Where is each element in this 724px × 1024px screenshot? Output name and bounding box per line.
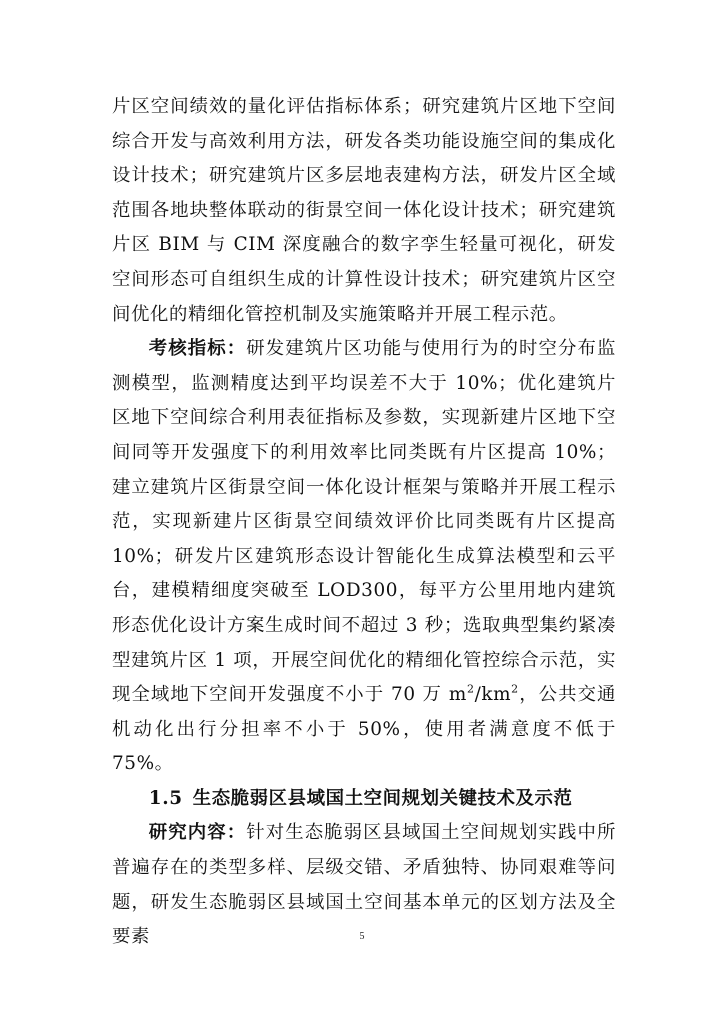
assessment-indicators-label: 考核指标： [148,338,247,360]
page-number: 5 [359,931,365,942]
paragraph-continuation [112,90,616,332]
superscript: 2 [511,682,519,696]
superscript: 2 [466,682,475,696]
section-number: 1.5 [148,787,183,809]
paragraph-text: 片区空间绩效的量化评估指标体系；研究建筑片区地下空间综合开发与高效利用方法，研发各类功能设施空间的集成化设计技术；研究建筑片区多层地表建构方法，研发片区全域范围各地块整体联动的街景空间一体化设计技术；研究建筑片区 BIM 与 CIM 深度融合的数字孪生轻量可视化，研发空间形态可自组织生成的计算性设计技术；研究建筑片区空间优化的精细化管控机制及实施策略并开展工程示范。 [112,96,616,325]
paragraph-text: 研发建筑片区功能与使用行为的时空分布监测模型，监测精度达到平均误差不大于 10%；优化建筑片区地下空间综合利用表征指标及参数，实现新建片区地下空间同等开发强度下的利用效率比同类既有片区提高 10%；建立建筑片区街景空间一体化设计框架与策略并开展工程示范，实现新建片区街景空间绩效评价比同类既有片区提高 10%；研发片区建筑形态设计智能化生成算法模型和云平台，建模精细度突破至 LOD300，每平方公里用地内建筑形态优化设计方案生成时间不超过 3 秒；选取典型集约紧凑型建筑片区 1 项，开展空间优化的精细化管控综合示范，实现全域地下空间开发强度不小于 70 万 m [112,338,616,706]
paragraph-text: 针对生态脆弱区县域国土空间规划实践中所普遍存在的类型多样、层级交错、矛盾独特、协同艰难等问题，研发生态脆弱区县域国土空间基本单元的区划方法及全要素 [112,822,616,948]
paragraph-text: ，公共交通机动化出行分担率不小于 50%，使用者满意度不低于 75%。 [112,684,616,775]
section-heading [112,782,616,817]
body-text [112,90,616,955]
paragraph-assessment-indicators [112,332,616,782]
section-title: 生态脆弱区县域国土空间规划关键技术及示范 [192,787,573,809]
research-content-label: 研究内容： [148,822,247,844]
paragraph-text: /km [474,684,512,706]
